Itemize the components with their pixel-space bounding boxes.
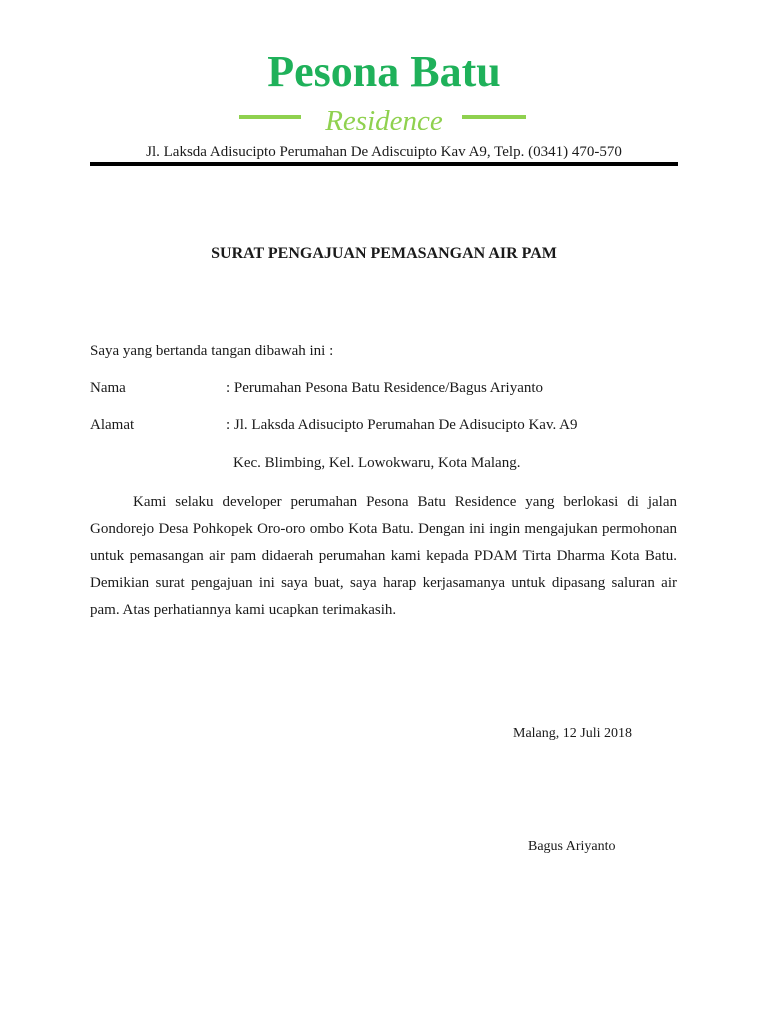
field-label-alamat: Alamat	[90, 417, 135, 433]
letterhead-divider	[90, 162, 678, 166]
brand-subtitle-row	[0, 104, 768, 130]
field-label-nama: Nama	[90, 380, 126, 396]
letter-intro: Saya yang bertanda tangan dibawah ini :	[90, 343, 334, 359]
letter-title: SURAT PENGAJUAN PEMASANGAN AIR PAM	[211, 245, 557, 262]
field-value-alamat: : Jl. Laksda Adisucipto Perumahan De Adisucipto Kav. A9	[226, 417, 578, 433]
brand-right-rule	[462, 115, 526, 119]
brand-subtitle: Residence	[325, 105, 443, 130]
signer-name: Bagus Ariyanto	[528, 839, 616, 854]
field-value-nama: : Perumahan Pesona Batu Residence/Bagus Ariyanto	[226, 380, 544, 396]
address-continuation: Kec. Blimbing, Kel. Lowokwaru, Kota Malang.	[233, 455, 521, 471]
place-date: Malang, 12 Juli 2018	[513, 726, 632, 741]
brand-title: Pesona Batu	[267, 47, 501, 96]
letterhead-address: Jl. Laksda Adisucipto Perumahan De Adiscuipto Kav A9, Telp. (0341) 470-570	[146, 144, 622, 160]
letter-body: Kami selaku developer perumahan Pesona Batu Residence yang berlokasi di jalan Gondorejo Desa Pohkopek Oro-oro ombo Kota Batu. Dengan ini ingin mengajukan permohonan untuk pemasangan air pam didaerah perumahan kami kepada PDAM Tirta Dharma Kota Batu. Demikian surat pengajuan ini saya buat, saya harap kerjasamanya untuk dipasang saluran air pam. Atas perhatiannya kami ucapkan terimakasih.	[90, 494, 677, 618]
